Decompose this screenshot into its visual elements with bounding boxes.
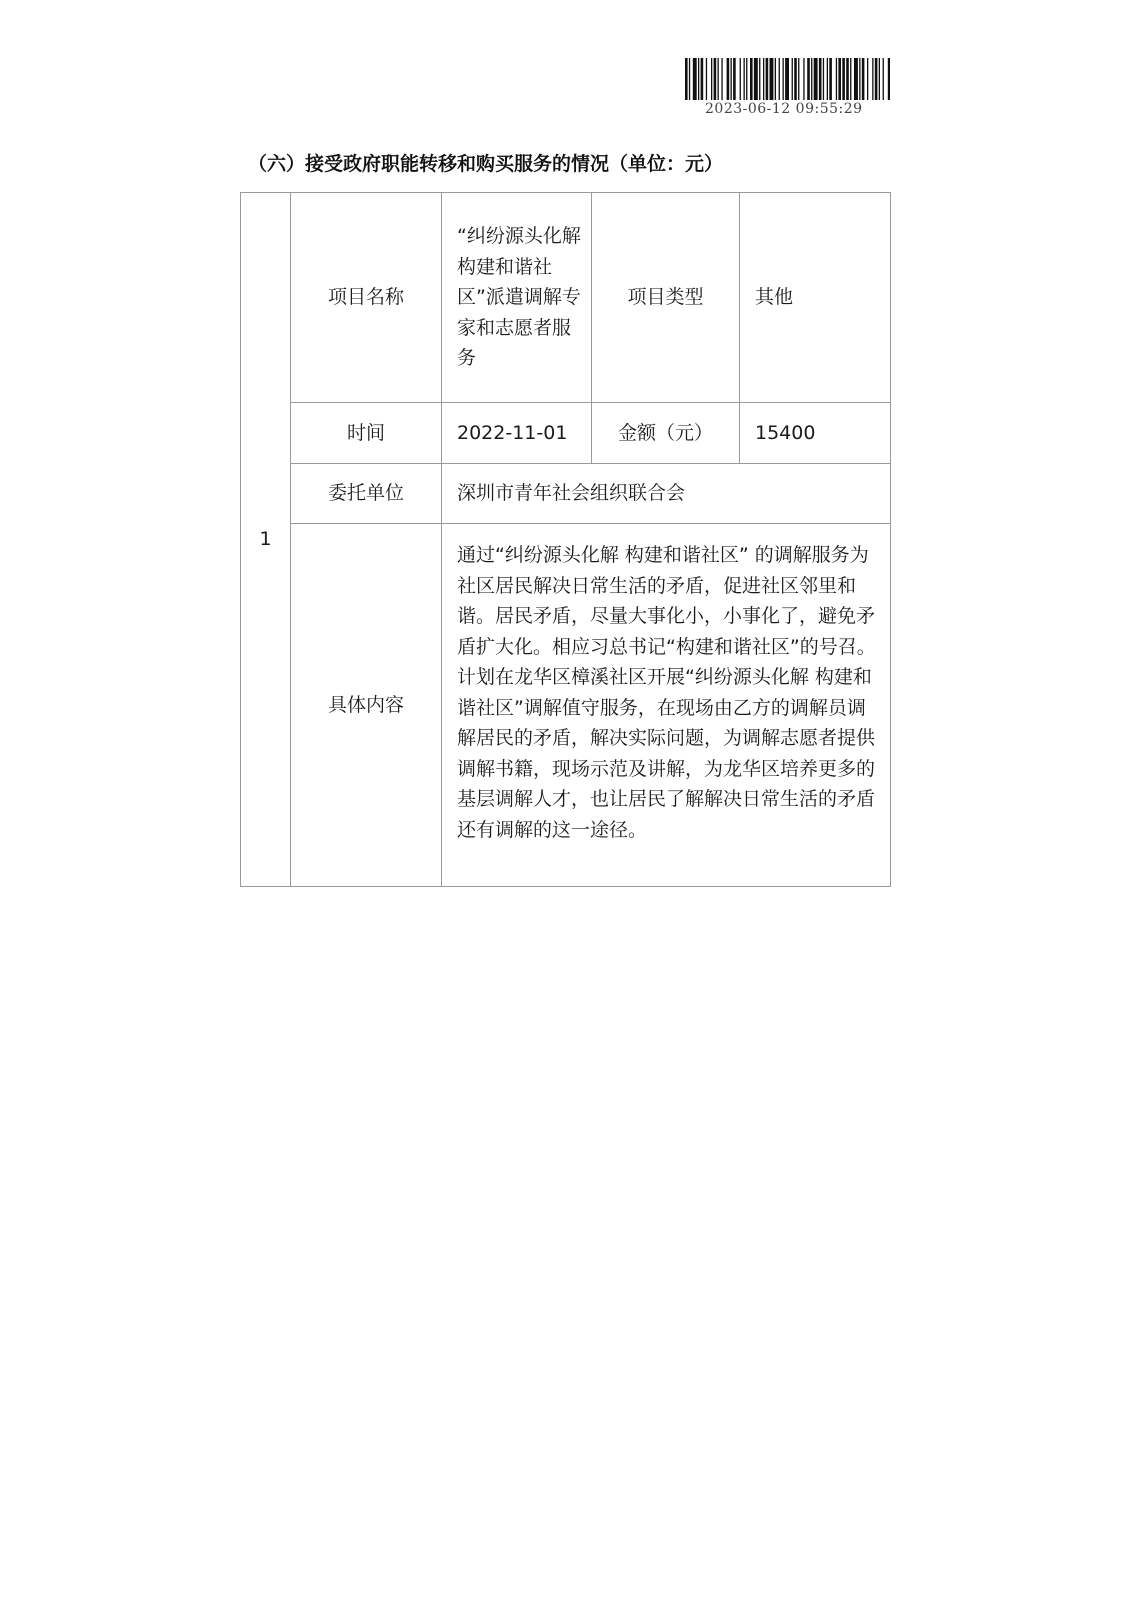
row-index: 1 <box>241 193 291 887</box>
section-heading: （六）接受政府职能转移和购买服务的情况（单位：元） <box>248 153 724 175</box>
client-label: 委托单位 <box>291 464 442 524</box>
time-label: 时间 <box>291 403 442 464</box>
project-type-value: 其他 <box>740 193 891 403</box>
project-type-label: 项目类型 <box>592 193 740 403</box>
project-name-label: 项目名称 <box>291 193 442 403</box>
table-row <box>241 193 891 403</box>
content-label: 具体内容 <box>291 524 442 887</box>
table-row <box>241 464 891 524</box>
table-row <box>241 524 891 887</box>
amount-value: 15400 <box>740 403 891 464</box>
project-name-value: “纠纷源头化解构建和谐社区”派遣调解专家和志愿者服务 <box>442 193 592 403</box>
print-timestamp: 2023-06-12 09:55:29 <box>705 101 863 117</box>
client-value: 深圳市青年社会组织联合会 <box>442 464 891 524</box>
time-value: 2022-11-01 <box>442 403 592 464</box>
service-table <box>240 192 891 887</box>
barcode-icon <box>685 58 890 100</box>
content-value: 通过“纠纷源头化解 构建和谐社区” 的调解服务为社区居民解决日常生活的矛盾，促进社区邻里和谐。居民矛盾，尽量大事化小，小事化了，避免矛盾扩大化。相应习总书记“构建和谐社区”的号召。 计划在龙华区樟溪社区开展“纠纷源头化解 构建和谐社区”调解值守服务，在现场由乙方的调解员调解居民的矛盾，解决实际问题，为调解志愿者提供调解书籍，现场示范及讲解，为龙华区培养更多的基层调解人才，也让居民了解解决日常生活的矛盾还有调解的这一途径。 <box>442 524 891 887</box>
table-row <box>241 403 891 464</box>
amount-label: 金额（元） <box>592 403 740 464</box>
